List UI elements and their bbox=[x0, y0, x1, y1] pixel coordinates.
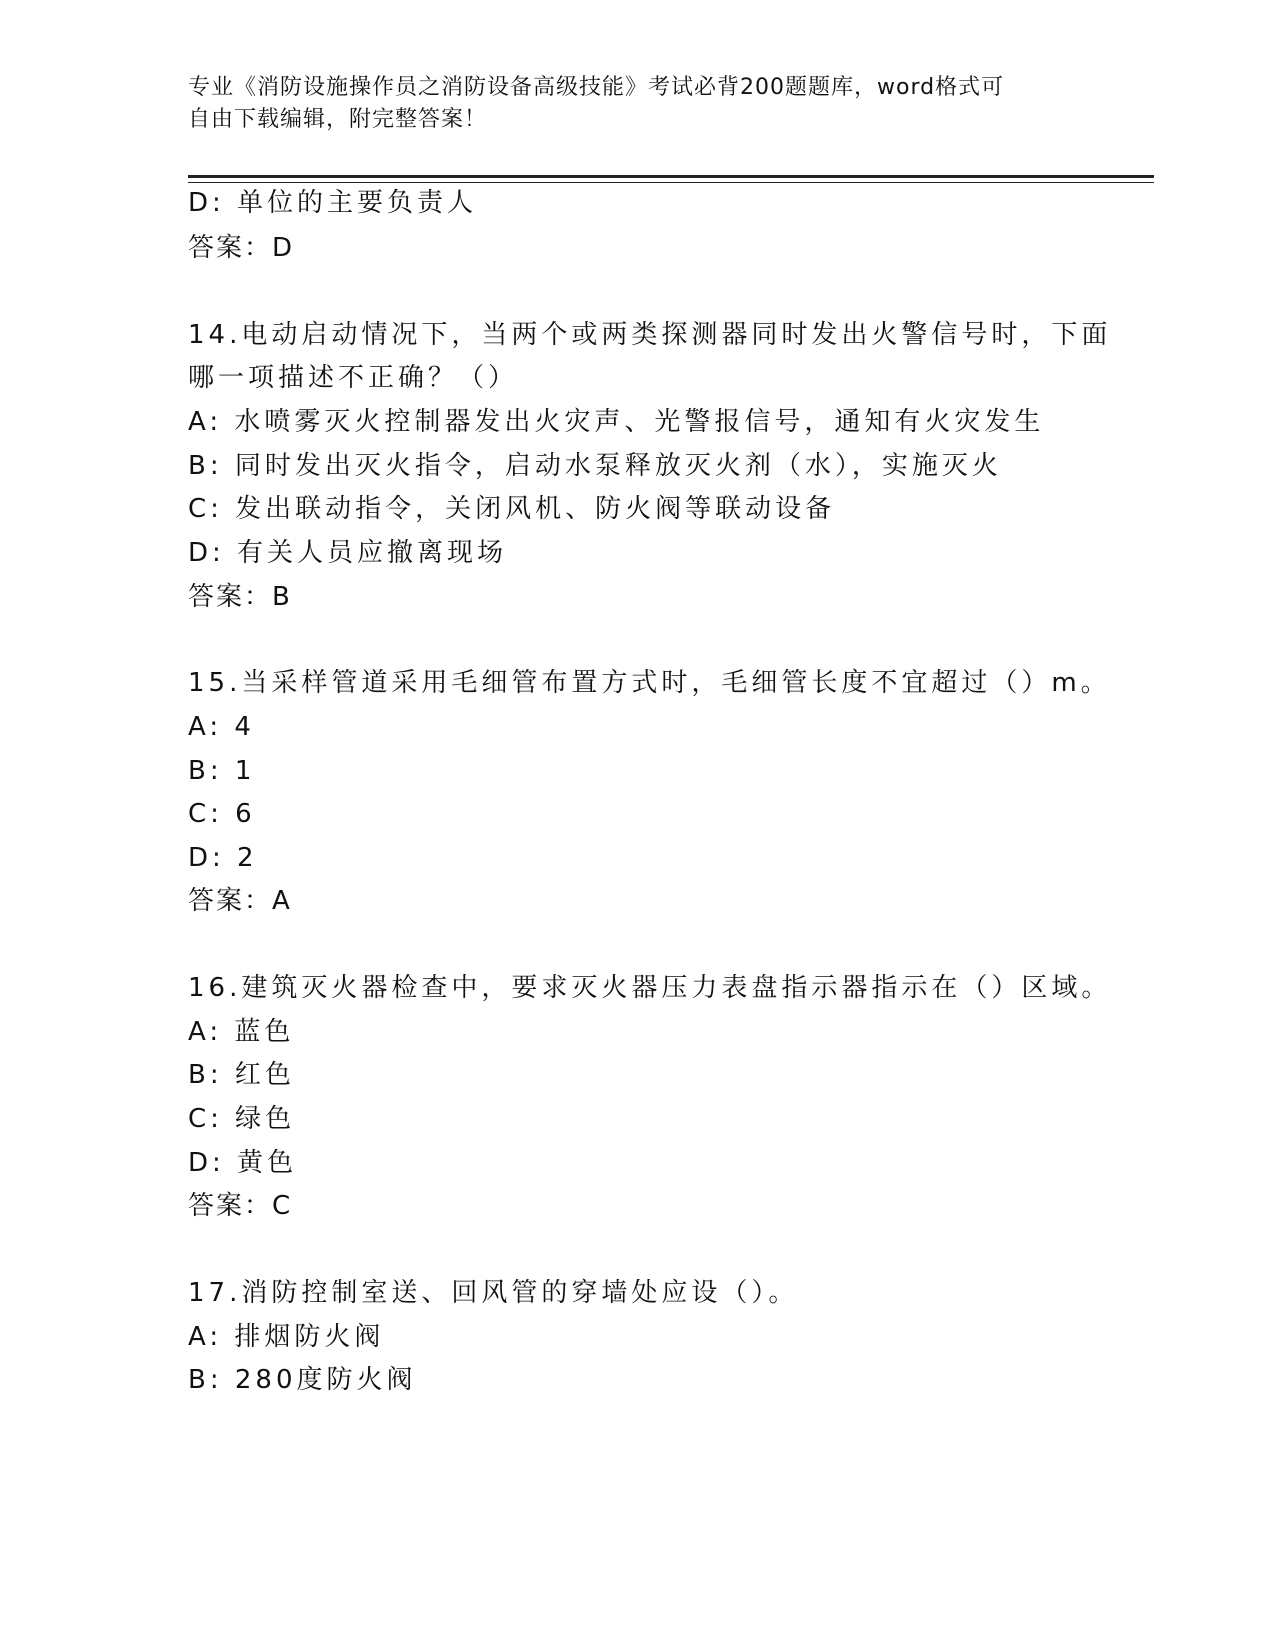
q15-stem: 15.当采样管道采用毛细管布置方式时，毛细管长度不宜超过（）m。 bbox=[188, 668, 1111, 698]
q16-answer: 答案：C bbox=[188, 1191, 293, 1221]
q17-option-a: A: 排烟防火阀 bbox=[188, 1322, 385, 1352]
q14-stem-line-2: 哪一项描述不正确？（） bbox=[188, 363, 519, 393]
q16-option-b: B: 红色 bbox=[188, 1060, 295, 1090]
q14-option-b: B: 同时发出灭火指令，启动水泵释放灭火剂（水），实施灭火 bbox=[188, 451, 1002, 481]
q16-stem: 16.建筑灭火器检查中，要求灭火器压力表盘指示器指示在（）区域。 bbox=[188, 973, 1112, 1003]
prev-option-d: D: 单位的主要负责人 bbox=[188, 188, 478, 218]
q17-option-b: B: 280度防火阀 bbox=[188, 1365, 417, 1395]
q17-stem: 17.消防控制室送、回风管的穿墙处应设（）。 bbox=[188, 1278, 799, 1308]
q14-option-a: A: 水喷雾灭火控制器发出火灾声、光警报信号，通知有火灾发生 bbox=[188, 407, 1045, 437]
header-divider-thin bbox=[188, 182, 1154, 183]
q14-option-c: C: 发出联动指令，关闭风机、防火阀等联动设备 bbox=[188, 494, 836, 524]
header-divider-thick bbox=[188, 175, 1154, 178]
header-line-2: 自由下载编辑，附完整答案！ bbox=[188, 107, 488, 132]
q14-answer: 答案：B bbox=[188, 582, 292, 612]
header-line-1: 专业《消防设施操作员之消防设备高级技能》考试必背200题题库，word格式可 bbox=[188, 75, 1005, 100]
q15-option-d: D: 2 bbox=[188, 843, 258, 873]
prev-answer: 答案：D bbox=[188, 233, 295, 263]
q16-option-d: D: 黄色 bbox=[188, 1148, 298, 1178]
document-header bbox=[188, 72, 1068, 136]
q15-option-a: A: 4 bbox=[188, 712, 255, 742]
q16-option-c: C: 绿色 bbox=[188, 1104, 296, 1134]
q16-option-a: A: 蓝色 bbox=[188, 1017, 295, 1047]
q14-option-d: D: 有关人员应撤离现场 bbox=[188, 538, 508, 568]
q15-answer: 答案：A bbox=[188, 886, 292, 916]
q14-stem-line-1: 14.电动启动情况下，当两个或两类探测器同时发出火警信号时，下面 bbox=[188, 320, 1112, 350]
q15-option-c: C: 6 bbox=[188, 799, 256, 829]
q15-option-b: B: 1 bbox=[188, 756, 256, 786]
